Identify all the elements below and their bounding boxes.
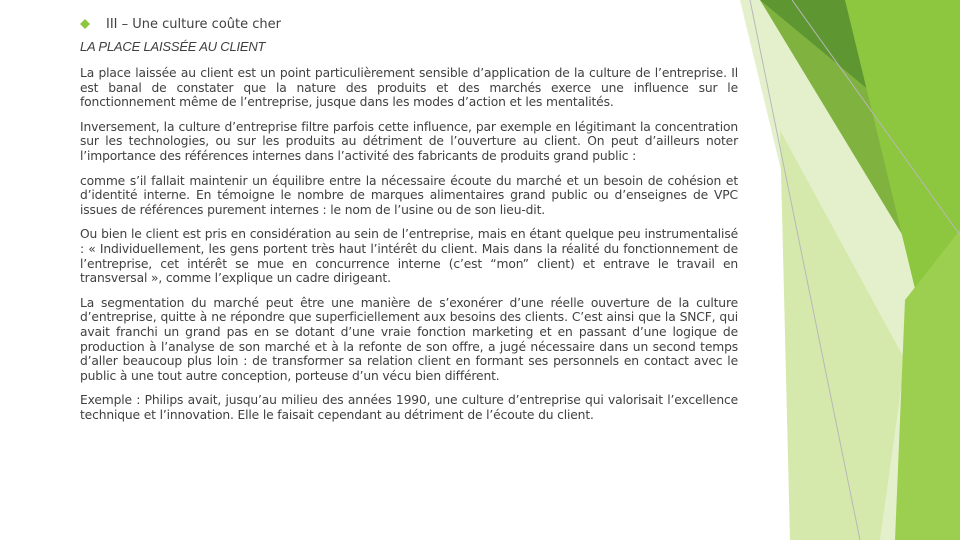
section-subtitle: LA PLACE LAISSÉE AU CLIENT [80,39,266,54]
slide-title: III – Une culture coûte cher [106,16,281,32]
paragraph-1: La place laissée au client est un point particulièrement sensible d’application de la culture de l’entreprise. Il est banal de constater que la nature des produits et des marchés exerce une influence sur le fonctionnement même de l’entreprise, jusque dans les modes d’action et les mentalités. [80,66,738,110]
paragraph-3: comme s’il fallait maintenir un équilibre entre la nécessaire écoute du marché et un besoin de cohésion et d’identité interne. En témoigne le nombre de marques alimentaires grand public ou d’enseignes de VPC issues de références purement internes : le nom de l’usine ou de son lieu-dit. [80,173,738,217]
paragraph-2: Inversement, la culture d’entreprise filtre parfois cette influence, par exemple en légitimant la concentration sur les technologies, ou sur les produits au détriment de l’ouverture au client. On peut d’ailleurs noter l’importance des références internes dans l’activité des fabricants de produits grand public : [80,119,738,163]
paragraph-4: Ou bien le client est pris en considération au sein de l’entreprise, mais en étant quelque peu instrumentalisé : « Individuellement, les gens portent très haut l’intérêt du client. Mais dans la réalité du fonctionnement de l’entreprise, cet intérêt se mue en concurrence interne (c’est “mon” client) et entrave le travail en transversal », comme l’explique un cadre dirigeant. [80,227,738,286]
slide-body [80,66,738,432]
paragraph-6: Exemple : Philips avait, jusqu’au milieu des années 1990, une culture d’entreprise qui valorisait l’excellence technique et l’innovation. Elle le faisait cependant au détriment de l’écoute du client. [80,393,738,422]
slide-title-row [80,14,281,34]
diamond-bullet-icon [80,19,90,29]
paragraph-5: La segmentation du marché peut être une manière de s’exonérer d’une réelle ouverture de la culture d’entreprise, quitte à ne répondre que superficiellement aux besoins des clients. C’est ainsi que la SNCF, qui avait franchi un grand pas en se dotant d’une vraie fonction marketing et en passant d’une logique de production à l’analyse de son marché et à la refonte de son offre, a jugé nécessaire dans un second temps d’aller beaucoup plus loin : de transformer sa relation client en formant ses personnels en contact avec le public à une tout autre conception, porteuse d’un vécu bien différent. [80,295,738,383]
